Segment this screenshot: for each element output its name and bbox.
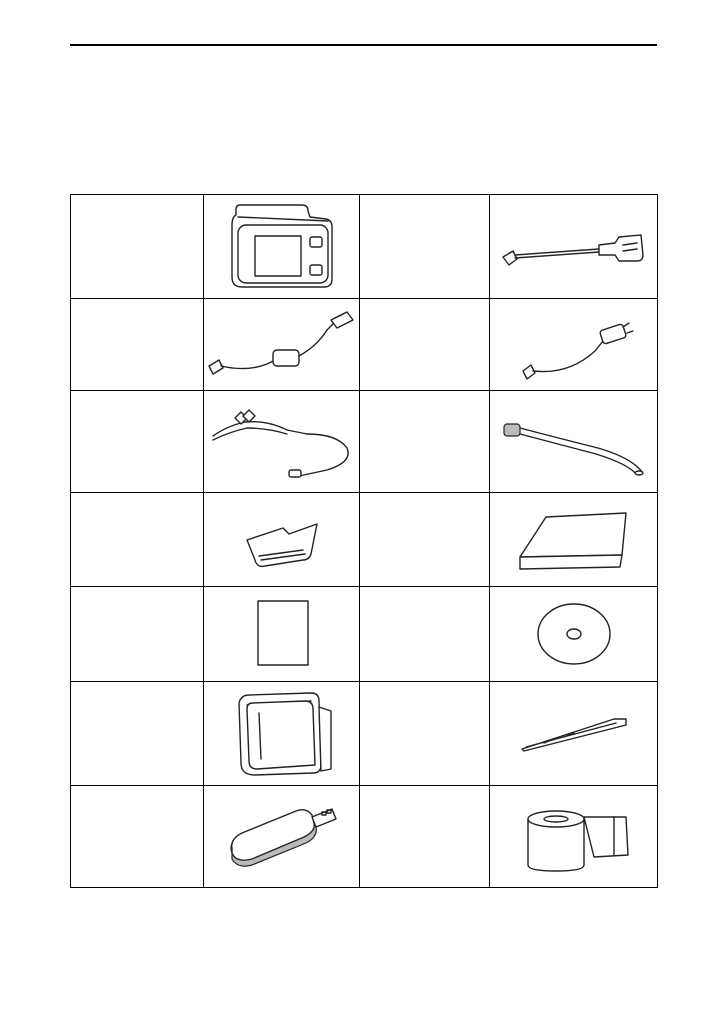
connection-cable-icon xyxy=(499,305,649,385)
accessory-label xyxy=(71,299,204,391)
cd-icon xyxy=(534,599,614,669)
table-row xyxy=(71,299,658,391)
manual-icon xyxy=(252,599,312,669)
usb-cable-icon xyxy=(207,306,357,384)
accessories-table xyxy=(70,194,658,888)
tape-roll-icon xyxy=(514,797,634,877)
accessory-label xyxy=(360,682,490,786)
table-row xyxy=(71,786,658,888)
accessory-label xyxy=(71,493,204,587)
memory-card-icon xyxy=(237,510,327,570)
accessory-label xyxy=(71,682,204,786)
accessory-label xyxy=(71,195,204,299)
accessory-label xyxy=(360,786,490,888)
header-rule xyxy=(70,44,657,46)
accessory-label xyxy=(360,587,490,682)
table-row xyxy=(71,493,658,587)
table-row xyxy=(71,587,658,682)
recorder-device-icon xyxy=(222,203,342,291)
table-row xyxy=(71,195,658,299)
usb-dongle-icon xyxy=(222,799,342,875)
nasal-cannula-icon xyxy=(207,400,357,484)
table-row xyxy=(71,391,658,493)
accessory-label xyxy=(71,391,204,493)
accessory-label xyxy=(360,493,490,587)
accessory-label xyxy=(360,299,490,391)
table-row xyxy=(71,682,658,786)
accessory-label xyxy=(360,195,490,299)
tube-icon xyxy=(498,402,650,482)
sensor-cable-icon xyxy=(499,207,649,287)
tweezers-icon xyxy=(514,709,634,759)
box-icon xyxy=(514,505,634,575)
accessory-label xyxy=(71,786,204,888)
accessory-label xyxy=(71,587,204,682)
accessory-label xyxy=(360,391,490,493)
carrying-pouch-icon xyxy=(227,689,337,779)
